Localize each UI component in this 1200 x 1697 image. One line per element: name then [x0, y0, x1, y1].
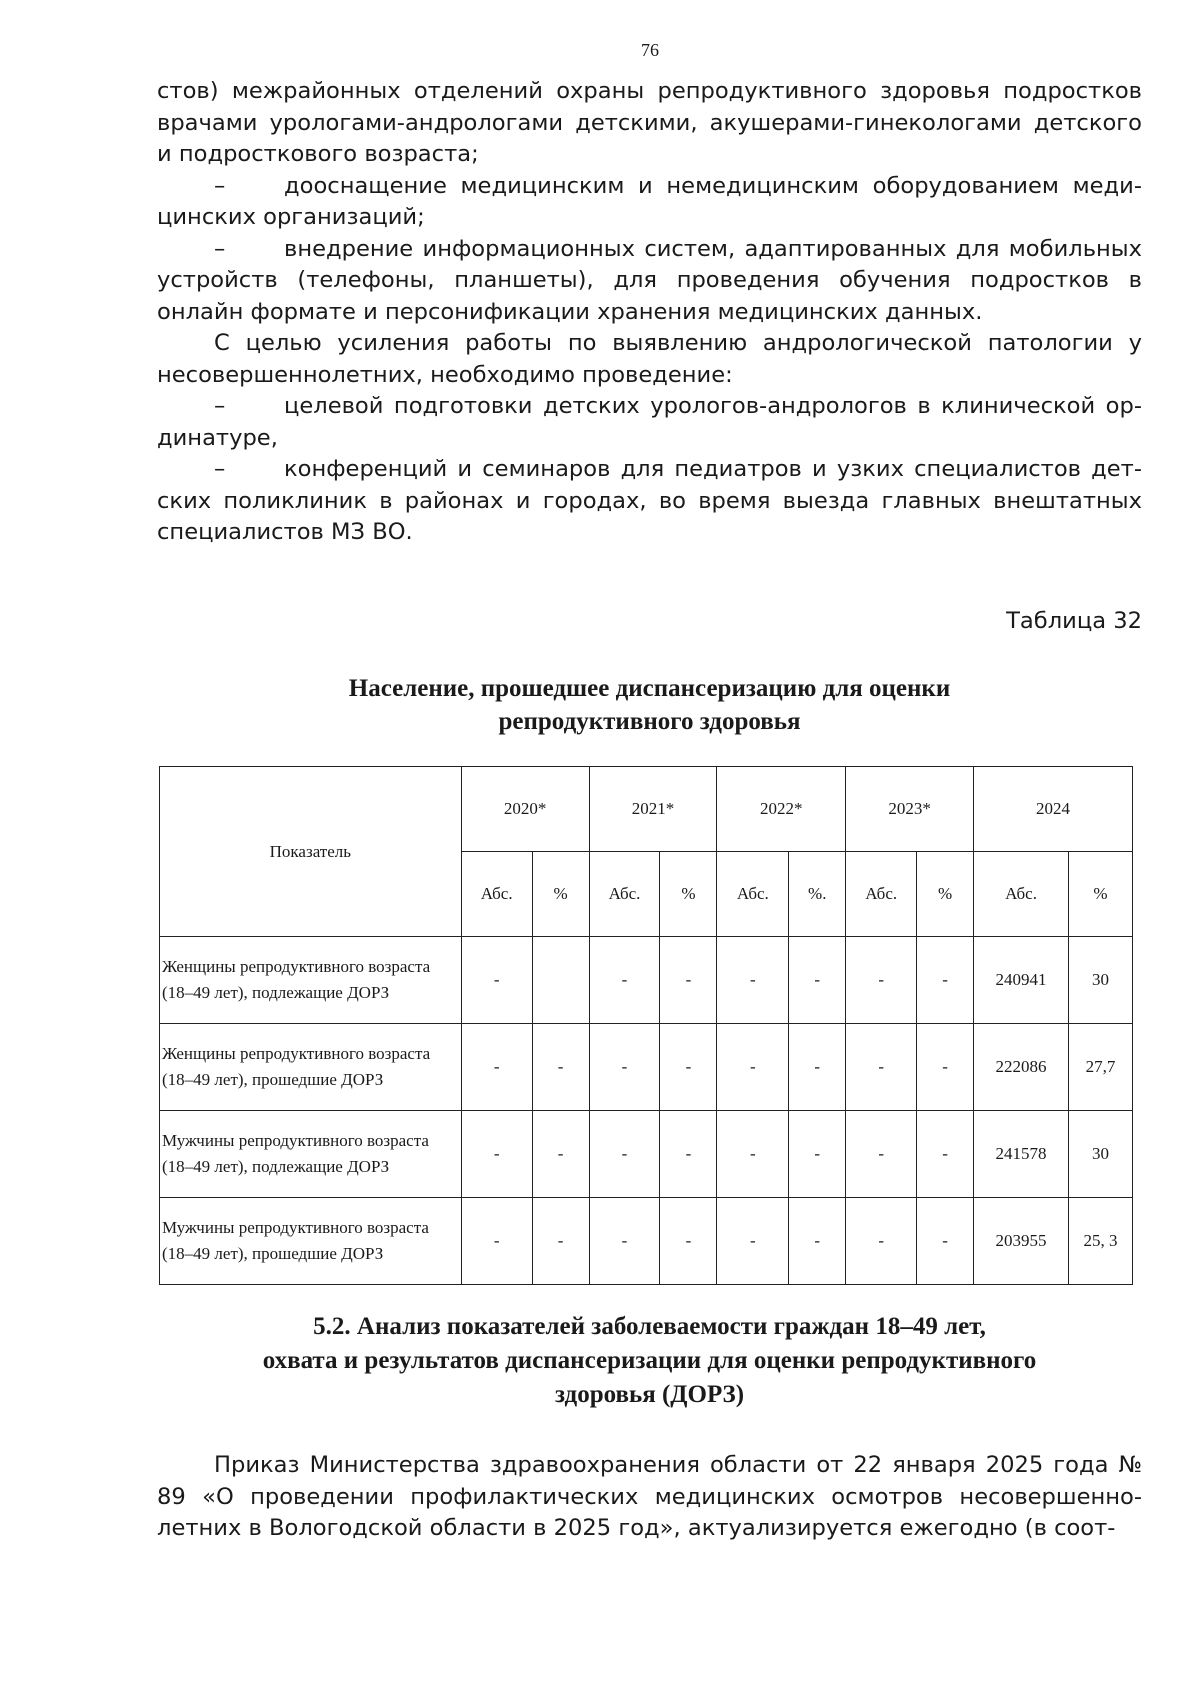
bullet-item: [157, 171, 1142, 234]
body-text-bottom: [157, 1450, 1142, 1545]
year-header: 2023*: [846, 767, 974, 852]
table-cell: 241578: [974, 1111, 1069, 1198]
bullet-item: [157, 391, 1142, 454]
table-cell: -: [846, 1198, 917, 1285]
section-title-line: здоровья (ДОРЗ): [554, 1381, 745, 1408]
table-cell: -: [660, 1111, 717, 1198]
table-row: [160, 1024, 1133, 1111]
paragraph: С целью усиления работы по выявлению андрологической патологии у несовершеннолетних, необходимо проведение:: [157, 330, 1142, 388]
table-caption: Таблица 32: [1006, 608, 1142, 634]
table-cell: -: [917, 1111, 974, 1198]
table-cell: -: [917, 1024, 974, 1111]
bullet-dash: –: [214, 393, 226, 419]
table-cell: -: [532, 1198, 589, 1285]
header-row-years: [160, 767, 1133, 852]
table-title-line: репродуктивного здоровья: [498, 708, 801, 735]
row-label: Женщины репродуктивного возраста (18–49 лет), подлежащие ДОРЗ: [160, 937, 462, 1024]
table-cell: 27,7: [1068, 1024, 1132, 1111]
table-row: [160, 1111, 1133, 1198]
table-cell: 240941: [974, 937, 1069, 1024]
table-cell: -: [461, 937, 532, 1024]
row-label: Женщины репродуктивного возраста (18–49 лет), прошедшие ДОРЗ: [160, 1024, 462, 1111]
table-cell: -: [717, 1024, 789, 1111]
table-cell: 30: [1068, 937, 1132, 1024]
table-title-line: Население, прошедшее диспансеризацию для оценки: [348, 675, 951, 702]
table-cell: -: [846, 1024, 917, 1111]
paragraph: Приказ Министерства здравоохранения области от 22 января 2025 года № 89 «О проведении профилактических медицинских осмотров несовершеннолетних в Вологодской области в 2025 год», актуализируется ежегодно (в соот-: [157, 1452, 1142, 1541]
table-cell: 203955: [974, 1198, 1069, 1285]
table-cell: 30: [1068, 1111, 1132, 1198]
table-cell: -: [589, 937, 660, 1024]
reproductive-health-table: [159, 766, 1133, 1285]
table-cell: -: [717, 1198, 789, 1285]
table-cell: -: [917, 1198, 974, 1285]
table-cell: -: [789, 1111, 846, 1198]
table-cell: 222086: [974, 1024, 1069, 1111]
paragraph-continuation: стов) межрайонных отделений охраны репродуктивного здоровья подростков врачами урологами-андрологами детскими, акушерами-гинекологами детского и подросткового возраста;: [157, 78, 1142, 167]
bullet-dash: –: [214, 235, 226, 262]
bullet-text: конференций и семинаров для педиатров и узких специалистов детских поликлиник в районах и городах, во время выезда главных внештатных специалистов МЗ ВО.: [157, 456, 1142, 545]
table-cell: -: [789, 1198, 846, 1285]
pct-header: %: [917, 852, 974, 937]
pct-header: %: [1068, 852, 1132, 937]
page-number: 76: [641, 40, 659, 60]
table-cell: -: [461, 1111, 532, 1198]
table-cell: -: [846, 937, 917, 1024]
table-cell: -: [589, 1198, 660, 1285]
table-cell: -: [461, 1198, 532, 1285]
bullet-dash: –: [214, 456, 226, 482]
bullet-item: [157, 234, 1142, 329]
table-cell: 25, 3: [1068, 1198, 1132, 1285]
table-cell: -: [660, 1024, 717, 1111]
table-cell: [532, 937, 589, 1024]
bullet-text: дооснащение медицинским и немедицинским оборудованием медицинских организаций;: [157, 172, 1142, 230]
table-cell: -: [917, 937, 974, 1024]
abs-header: Абс.: [717, 852, 789, 937]
indicator-header: Показатель: [160, 767, 462, 937]
abs-header: Абс.: [846, 852, 917, 937]
pct-header: %: [532, 852, 589, 937]
bullet-dash: –: [214, 172, 226, 199]
section-title-line: 5.2. Анализ показателей заболеваемости граждан 18–49 лет,: [313, 1313, 986, 1340]
pct-header: %: [660, 852, 717, 937]
abs-header: Абс.: [974, 852, 1069, 937]
year-header: 2021*: [589, 767, 717, 852]
table-cell: -: [717, 1111, 789, 1198]
row-label: Мужчины репродуктивного возраста (18–49 лет), подлежащие ДОРЗ: [160, 1111, 462, 1198]
table-title: [157, 672, 1142, 738]
table-cell: -: [589, 1111, 660, 1198]
year-header: 2022*: [717, 767, 846, 852]
year-header: 2020*: [461, 767, 589, 852]
table-cell: -: [589, 1024, 660, 1111]
table-row: [160, 1198, 1133, 1285]
table-cell: -: [789, 937, 846, 1024]
table-cell: -: [660, 1198, 717, 1285]
table-cell: -: [717, 937, 789, 1024]
body-text-top: [157, 76, 1142, 549]
table-cell: -: [846, 1111, 917, 1198]
table-cell: -: [789, 1024, 846, 1111]
bullet-text: внедрение информационных систем, адаптированных для мобильных устройств (телефоны, планшеты), для проведения обучения подростков в онлайн формате и персонификации хранения медицинских данных.: [157, 235, 1142, 325]
bullet-text: целевой подготовки детских урологов-андрологов в клинической ординатуре,: [157, 393, 1142, 451]
section-title-line: охвата и результатов диспансеризации для оценки репродуктивного: [262, 1347, 1037, 1374]
year-header: 2024: [974, 767, 1133, 852]
section-title: [157, 1310, 1142, 1412]
bullet-item: [157, 454, 1142, 549]
table-cell: -: [660, 937, 717, 1024]
abs-header: Абс.: [589, 852, 660, 937]
pct-header: %.: [789, 852, 846, 937]
table-cell: -: [461, 1024, 532, 1111]
row-label: Мужчины репродуктивного возраста (18–49 лет), прошедшие ДОРЗ: [160, 1198, 462, 1285]
abs-header: Абс.: [461, 852, 532, 937]
table-cell: -: [532, 1024, 589, 1111]
table-cell: -: [532, 1111, 589, 1198]
table-row: [160, 937, 1133, 1024]
